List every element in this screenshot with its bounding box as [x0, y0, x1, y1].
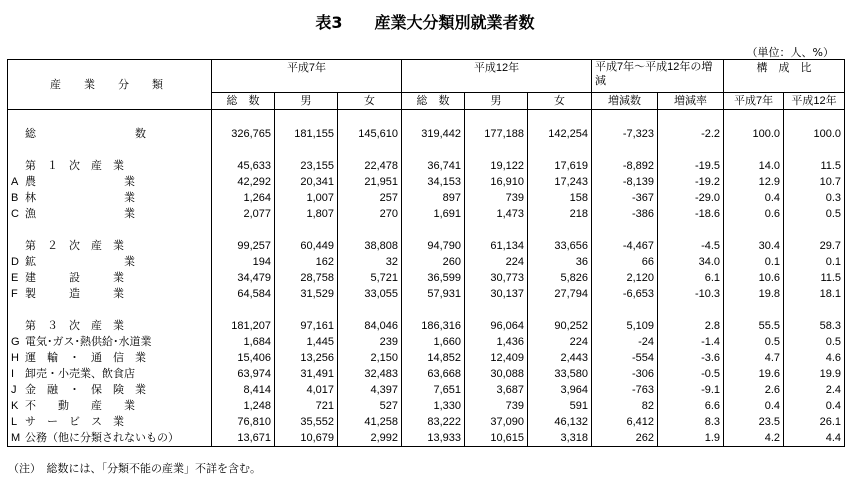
table-row: [8, 366, 845, 382]
row-label-cell: [8, 414, 212, 430]
value-cell: 37,090: [465, 414, 528, 430]
value-cell: 11.5: [784, 270, 845, 286]
unit-note: （単位：人、%）: [746, 46, 834, 59]
value-cell: 158: [528, 190, 592, 206]
value-cell: 10.7: [784, 174, 845, 190]
industry-label: 公務（他に分類されないもの）: [25, 432, 179, 444]
header-h7: 平成7年: [212, 60, 402, 93]
value-cell: -10.3: [658, 286, 724, 302]
row-label-cell: [8, 382, 212, 398]
value-cell: 83,222: [402, 414, 465, 430]
value-cell: 12.9: [724, 174, 784, 190]
value-cell: 3,964: [528, 382, 592, 398]
value-cell: 4.4: [784, 430, 845, 447]
spacer-row: [8, 142, 845, 158]
value-cell: 64,584: [212, 286, 275, 302]
header-category: 産 業 分 類: [8, 60, 212, 110]
value-cell: 2,150: [338, 350, 402, 366]
row-label-cell: [8, 190, 212, 206]
value-cell: 0.5: [724, 334, 784, 350]
value-cell: 142,254: [528, 126, 592, 142]
value-cell: 32,483: [338, 366, 402, 382]
value-cell: 100.0: [784, 126, 845, 142]
value-cell: 2,077: [212, 206, 275, 222]
value-cell: -763: [592, 382, 658, 398]
value-cell: 20,341: [275, 174, 338, 190]
value-cell: 31,529: [275, 286, 338, 302]
header-h12-male: 男: [465, 93, 528, 110]
value-cell: 260: [402, 254, 465, 270]
value-cell: 4.2: [724, 430, 784, 447]
table-row: [8, 190, 845, 206]
value-cell: 45,633: [212, 158, 275, 174]
industry-label: 不 動 産 業: [25, 400, 135, 412]
value-cell: 3,318: [528, 430, 592, 447]
value-cell: 2.6: [724, 382, 784, 398]
value-cell: 194: [212, 254, 275, 270]
value-cell: 33,055: [338, 286, 402, 302]
industry-code: B: [11, 192, 19, 204]
spacer-row: [8, 302, 845, 318]
value-cell: 10.6: [724, 270, 784, 286]
value-cell: 186,316: [402, 318, 465, 334]
table-row: [8, 382, 845, 398]
value-cell: -3.6: [658, 350, 724, 366]
value-cell: 181,155: [275, 126, 338, 142]
value-cell: 11.5: [784, 158, 845, 174]
value-cell: 14.0: [724, 158, 784, 174]
value-cell: 10,679: [275, 430, 338, 447]
header-h12-total: 総 数: [402, 93, 465, 110]
value-cell: 28,758: [275, 270, 338, 286]
value-cell: 15,406: [212, 350, 275, 366]
value-cell: 58.3: [784, 318, 845, 334]
value-cell: 36: [528, 254, 592, 270]
value-cell: 35,552: [275, 414, 338, 430]
value-cell: 0.4: [724, 398, 784, 414]
table-row: [8, 350, 845, 366]
value-cell: 84,046: [338, 318, 402, 334]
value-cell: 34,153: [402, 174, 465, 190]
value-cell: 100.0: [724, 126, 784, 142]
value-cell: 1,436: [465, 334, 528, 350]
header-h12: 平成12年: [402, 60, 592, 93]
header-comp-h12: 平成12年: [784, 93, 845, 110]
value-cell: 19.9: [784, 366, 845, 382]
value-cell: 739: [465, 190, 528, 206]
industry-code: E: [11, 272, 19, 284]
value-cell: 224: [465, 254, 528, 270]
value-cell: 19,122: [465, 158, 528, 174]
value-cell: 60,449: [275, 238, 338, 254]
value-cell: 1,007: [275, 190, 338, 206]
value-cell: 96,064: [465, 318, 528, 334]
table-row: [8, 334, 845, 350]
value-cell: 0.5: [784, 334, 845, 350]
value-cell: 5,721: [338, 270, 402, 286]
value-cell: 13,671: [212, 430, 275, 447]
industry-code: L: [11, 416, 18, 428]
value-cell: 26.1: [784, 414, 845, 430]
value-cell: 16,910: [465, 174, 528, 190]
header-change-rate: 増減率: [658, 93, 724, 110]
value-cell: 46,132: [528, 414, 592, 430]
industry-code: J: [11, 384, 17, 396]
value-cell: 1,807: [275, 206, 338, 222]
row-label-cell: [8, 174, 212, 190]
table-row: [8, 430, 845, 447]
row-label-cell: [8, 366, 212, 382]
value-cell: -24: [592, 334, 658, 350]
industry-label: 第 １ 次 産 業: [25, 160, 124, 172]
table-row: [8, 238, 845, 254]
value-cell: 30.4: [724, 238, 784, 254]
value-cell: 0.5: [784, 206, 845, 222]
value-cell: 177,188: [465, 126, 528, 142]
table-row: [8, 414, 845, 430]
industry-label: 漁 業: [25, 208, 135, 220]
value-cell: -386: [592, 206, 658, 222]
value-cell: 36,741: [402, 158, 465, 174]
value-cell: 12,409: [465, 350, 528, 366]
value-cell: 17,619: [528, 158, 592, 174]
value-cell: -1.4: [658, 334, 724, 350]
value-cell: 0.1: [724, 254, 784, 270]
value-cell: 90,252: [528, 318, 592, 334]
value-cell: 1,473: [465, 206, 528, 222]
value-cell: 22,478: [338, 158, 402, 174]
spacer-row: [8, 222, 845, 238]
value-cell: -7,323: [592, 126, 658, 142]
row-label-cell: [8, 334, 212, 350]
value-cell: 224: [528, 334, 592, 350]
industry-label: 農 業: [25, 176, 135, 188]
header-h7-female: 女: [338, 93, 402, 110]
header-change-count: 増減数: [592, 93, 658, 110]
value-cell: 1,330: [402, 398, 465, 414]
value-cell: 1,660: [402, 334, 465, 350]
spacer-row: [8, 110, 845, 127]
value-cell: 5,826: [528, 270, 592, 286]
industry-code: A: [11, 176, 19, 188]
value-cell: 2,992: [338, 430, 402, 447]
table-row: [8, 318, 845, 334]
footnote: （注） 総数には、「分類不能の産業」不詳を含む。: [8, 462, 261, 475]
value-cell: 99,257: [212, 238, 275, 254]
value-cell: 145,610: [338, 126, 402, 142]
value-cell: 739: [465, 398, 528, 414]
value-cell: 33,656: [528, 238, 592, 254]
value-cell: 262: [592, 430, 658, 447]
value-cell: 4,397: [338, 382, 402, 398]
value-cell: -8,892: [592, 158, 658, 174]
value-cell: 0.6: [724, 206, 784, 222]
value-cell: 94,790: [402, 238, 465, 254]
industry-label: 製 造 業: [25, 288, 124, 300]
page-title: 表3 産業大分類別就業者数: [315, 13, 535, 32]
value-cell: -29.0: [658, 190, 724, 206]
value-cell: 21,951: [338, 174, 402, 190]
value-cell: 8,414: [212, 382, 275, 398]
value-cell: 270: [338, 206, 402, 222]
value-cell: -19.2: [658, 174, 724, 190]
value-cell: 19.6: [724, 366, 784, 382]
industry-code: F: [11, 288, 18, 300]
table-row: [8, 206, 845, 222]
industry-label: 林 業: [25, 192, 135, 204]
value-cell: 36,599: [402, 270, 465, 286]
table-row: [8, 398, 845, 414]
value-cell: 181,207: [212, 318, 275, 334]
value-cell: 63,668: [402, 366, 465, 382]
industry-label: サ ー ビ ス 業: [25, 416, 124, 428]
value-cell: 0.3: [784, 190, 845, 206]
value-cell: 1,264: [212, 190, 275, 206]
value-cell: 4,017: [275, 382, 338, 398]
value-cell: 527: [338, 398, 402, 414]
value-cell: 30,773: [465, 270, 528, 286]
value-cell: 897: [402, 190, 465, 206]
value-cell: 6.1: [658, 270, 724, 286]
industry-label: 金 融 ・ 保 険 業: [25, 384, 146, 396]
row-label-cell: [8, 286, 212, 302]
value-cell: 7,651: [402, 382, 465, 398]
industry-code: I: [11, 368, 15, 380]
row-label-cell: [8, 318, 212, 334]
header-comp-h7: 平成7年: [724, 93, 784, 110]
value-cell: 42,292: [212, 174, 275, 190]
row-label-cell: [8, 158, 212, 174]
value-cell: 6.6: [658, 398, 724, 414]
value-cell: 257: [338, 190, 402, 206]
value-cell: 57,931: [402, 286, 465, 302]
value-cell: 4.6: [784, 350, 845, 366]
value-cell: 8.3: [658, 414, 724, 430]
value-cell: 30,137: [465, 286, 528, 302]
value-cell: 41,258: [338, 414, 402, 430]
header-h12-female: 女: [528, 93, 592, 110]
value-cell: 63,974: [212, 366, 275, 382]
value-cell: -4,467: [592, 238, 658, 254]
value-cell: 4.7: [724, 350, 784, 366]
industry-label: 第 ３ 次 産 業: [25, 320, 124, 332]
value-cell: 13,256: [275, 350, 338, 366]
value-cell: -367: [592, 190, 658, 206]
industry-code: D: [11, 256, 19, 268]
table-row: [8, 158, 845, 174]
industry-label: 鉱 業: [25, 256, 135, 268]
value-cell: 31,491: [275, 366, 338, 382]
industry-code: G: [11, 336, 20, 348]
row-label-cell: [8, 398, 212, 414]
industry-code: K: [11, 400, 19, 412]
value-cell: 19.8: [724, 286, 784, 302]
table-row: [8, 174, 845, 190]
value-cell: 23.5: [724, 414, 784, 430]
value-cell: 2,443: [528, 350, 592, 366]
value-cell: 18.1: [784, 286, 845, 302]
value-cell: -18.6: [658, 206, 724, 222]
value-cell: 32: [338, 254, 402, 270]
value-cell: -306: [592, 366, 658, 382]
industry-code: C: [11, 208, 19, 220]
header-h7-male: 男: [275, 93, 338, 110]
value-cell: 34.0: [658, 254, 724, 270]
industry-label: 電気･ガス･熱供給･水道業: [25, 336, 152, 348]
value-cell: -8,139: [592, 174, 658, 190]
value-cell: 239: [338, 334, 402, 350]
value-cell: 0.1: [784, 254, 845, 270]
value-cell: -2.2: [658, 126, 724, 142]
value-cell: 17,243: [528, 174, 592, 190]
value-cell: 34,479: [212, 270, 275, 286]
value-cell: 1,684: [212, 334, 275, 350]
value-cell: 6,412: [592, 414, 658, 430]
value-cell: 23,155: [275, 158, 338, 174]
value-cell: -6,653: [592, 286, 658, 302]
table-row: [8, 254, 845, 270]
value-cell: 55.5: [724, 318, 784, 334]
row-label-cell: [8, 206, 212, 222]
value-cell: -4.5: [658, 238, 724, 254]
industry-label: 運 輸 ・ 通 信 業: [25, 352, 146, 364]
header-composition: 構 成 比: [724, 60, 845, 93]
value-cell: 82: [592, 398, 658, 414]
value-cell: 10,615: [465, 430, 528, 447]
value-cell: 1,248: [212, 398, 275, 414]
table-body: [8, 110, 845, 447]
row-label-cell: [8, 126, 212, 142]
value-cell: -9.1: [658, 382, 724, 398]
value-cell: 14,852: [402, 350, 465, 366]
value-cell: 2.8: [658, 318, 724, 334]
value-cell: 38,808: [338, 238, 402, 254]
value-cell: 2,120: [592, 270, 658, 286]
value-cell: 3,687: [465, 382, 528, 398]
industry-label: 建 設 業: [25, 272, 124, 284]
table-row: [8, 270, 845, 286]
table-row: [8, 126, 845, 142]
value-cell: 1,691: [402, 206, 465, 222]
value-cell: 162: [275, 254, 338, 270]
value-cell: 218: [528, 206, 592, 222]
value-cell: -19.5: [658, 158, 724, 174]
row-label-cell: [8, 350, 212, 366]
value-cell: 5,109: [592, 318, 658, 334]
value-cell: 326,765: [212, 126, 275, 142]
value-cell: 27,794: [528, 286, 592, 302]
value-cell: 33,580: [528, 366, 592, 382]
value-cell: 591: [528, 398, 592, 414]
value-cell: 0.4: [784, 398, 845, 414]
value-cell: 76,810: [212, 414, 275, 430]
value-cell: 97,161: [275, 318, 338, 334]
row-label-cell: [8, 238, 212, 254]
row-label-cell: [8, 254, 212, 270]
table-row: [8, 286, 845, 302]
row-label-cell: [8, 430, 212, 447]
value-cell: 0.4: [724, 190, 784, 206]
value-cell: 30,088: [465, 366, 528, 382]
industry-code: M: [11, 432, 21, 444]
value-cell: 1,445: [275, 334, 338, 350]
value-cell: 2.4: [784, 382, 845, 398]
value-cell: 319,442: [402, 126, 465, 142]
value-cell: 721: [275, 398, 338, 414]
row-label-cell: [8, 270, 212, 286]
employment-table: [7, 59, 845, 447]
header-change: 平成7年〜平成12年の増減: [592, 60, 724, 93]
value-cell: 61,134: [465, 238, 528, 254]
header-h7-total: 総 数: [212, 93, 275, 110]
industry-label: 総 数: [25, 128, 146, 140]
value-cell: 66: [592, 254, 658, 270]
value-cell: 13,933: [402, 430, 465, 447]
industry-code: H: [11, 352, 19, 364]
value-cell: 1.9: [658, 430, 724, 447]
value-cell: -0.5: [658, 366, 724, 382]
value-cell: -554: [592, 350, 658, 366]
value-cell: 29.7: [784, 238, 845, 254]
industry-label: 卸売・小売業、飲食店: [25, 368, 135, 380]
industry-label: 第 ２ 次 産 業: [25, 240, 124, 252]
